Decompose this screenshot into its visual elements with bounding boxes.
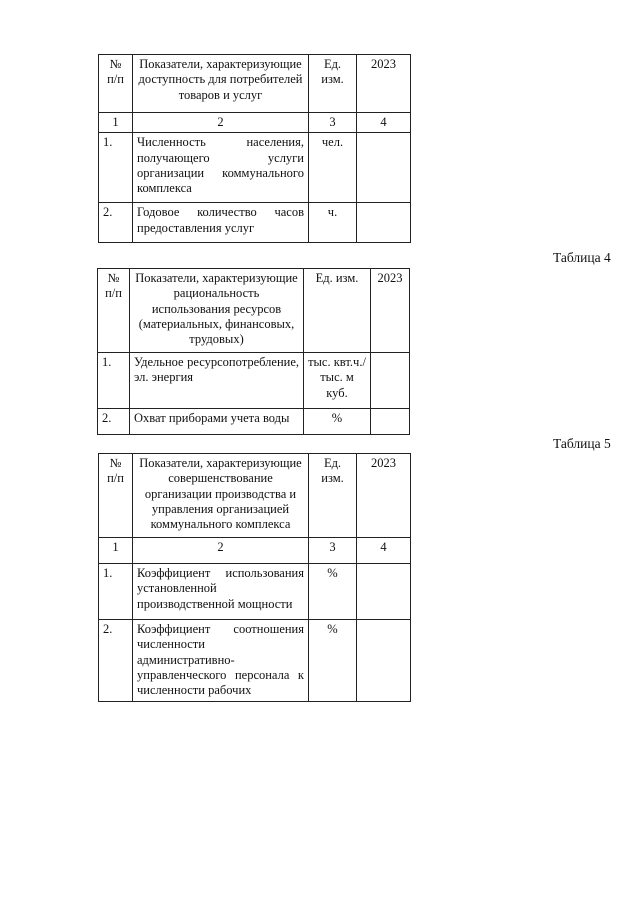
row-unit: ч. [309,203,357,243]
row-number: 1. [99,564,133,620]
row-indicator: Годовое количество часов предоставления услуг [133,203,309,243]
table-row [99,564,411,620]
table-row [99,620,411,702]
row-value [371,409,410,435]
header-year: 2023 [357,55,411,113]
table-4-caption: Таблица 4 [553,250,611,265]
header-indicator: Показатели, характеризующие совершенствование организации производства и управления организацией коммунального комплекса [133,454,309,538]
header-number: № п/п [98,269,130,353]
table-row [98,353,410,409]
row-unit: % [309,620,357,702]
table-5-caption: Таблица 5 [553,436,611,451]
row-indicator: Коэффициент соотношения численности административно-управленческого персонала к численности рабочих [133,620,309,702]
row-number: 1. [99,133,133,203]
header-year: 2023 [371,269,410,353]
table-header-row [99,454,411,538]
table-availability [98,54,411,243]
row-value [357,564,411,620]
row-indicator: Коэффициент использования установленной производственной мощности [133,564,309,620]
table-production-management [98,453,411,702]
numbering-cell: 3 [309,113,357,133]
row-unit: % [304,409,371,435]
numbering-cell: 1 [99,113,133,133]
header-number: № п/п [99,454,133,538]
row-value [357,133,411,203]
row-number: 1. [98,353,130,409]
row-value [357,620,411,702]
header-unit: Ед. изм. [304,269,371,353]
header-unit: Ед. изм. [309,454,357,538]
numbering-cell: 2 [133,538,309,564]
table-row [98,409,410,435]
numbering-cell: 4 [357,113,411,133]
row-value [357,203,411,243]
row-indicator: Удельное ресурсопотребление, эл. энергия [130,353,304,409]
header-unit: Ед. изм. [309,55,357,113]
table-row [99,203,411,243]
numbering-cell: 4 [357,538,411,564]
table-header-row [98,269,410,353]
numbering-cell: 3 [309,538,357,564]
header-year: 2023 [357,454,411,538]
header-indicator: Показатели, характеризующие рациональность использования ресурсов (материальных, финансовых, трудовых) [130,269,304,353]
numbering-cell: 2 [133,113,309,133]
row-unit: тыс. квт.ч./тыс. м куб. [304,353,371,409]
numbering-row [99,538,411,564]
numbering-row [99,113,411,133]
row-indicator: Численность населения, получающего услуги организации коммунального комплекса [133,133,309,203]
row-unit: % [309,564,357,620]
row-indicator: Охват приборами учета воды [130,409,304,435]
row-number: 2. [99,620,133,702]
row-value [371,353,410,409]
header-number: № п/п [99,55,133,113]
table-row [99,133,411,203]
numbering-cell: 1 [99,538,133,564]
table-resource-usage [97,268,410,435]
header-indicator: Показатели, характеризующие доступность для потребителей товаров и услуг [133,55,309,113]
row-number: 2. [98,409,130,435]
row-unit: чел. [309,133,357,203]
row-number: 2. [99,203,133,243]
table-header-row [99,55,411,113]
